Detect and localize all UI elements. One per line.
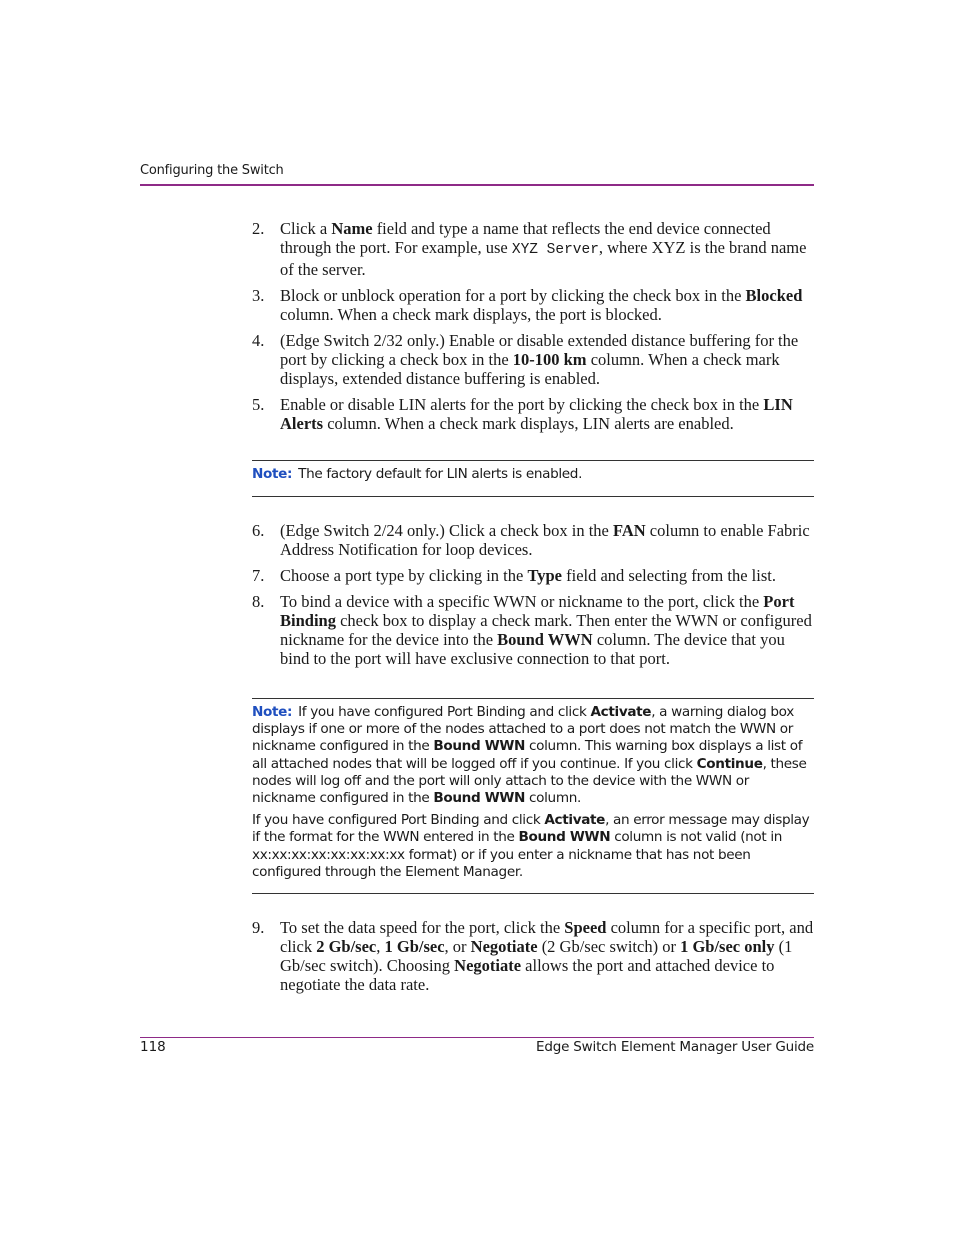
bold-term: Bound WWN	[433, 790, 526, 807]
note-label: Note:	[252, 704, 293, 720]
step-text	[280, 566, 814, 585]
bold-term: Activate	[544, 812, 606, 829]
text-run: Choose a port type by clicking in the	[280, 566, 528, 585]
step-item	[252, 918, 814, 994]
step-number: 7.	[252, 566, 265, 585]
step-text	[280, 521, 814, 559]
text-run: , these nodes will log off and the port will only attach to the device with the WWN or nickname configured in the	[252, 755, 807, 807]
bold-term: Negotiate	[470, 937, 538, 956]
step-list-c	[252, 918, 814, 1001]
running-header: Configuring the Switch	[140, 163, 284, 178]
text-run: (1 Gb/sec switch). Choosing	[280, 937, 793, 975]
step-text	[280, 331, 814, 388]
code-example: XYZ Server	[511, 242, 599, 258]
bold-term: 1 Gb/sec	[384, 937, 445, 956]
bold-term: Blocked	[745, 286, 803, 305]
bold-term: FAN	[612, 521, 646, 540]
text-run: column. When a check mark displays, LIN alerts are enabled.	[323, 414, 734, 433]
step-text	[280, 395, 814, 433]
text-run: column for a specific port, and click	[280, 918, 814, 956]
guide-title: Edge Switch Element Manager User Guide	[536, 1039, 814, 1055]
note-paragraph	[252, 812, 814, 881]
bold-term: 2 Gb/sec	[316, 937, 377, 956]
text-run: The factory default for LIN alerts is enabled.	[298, 466, 583, 482]
step-item	[252, 592, 814, 668]
text-run: , where XYZ is the brand name of the server.	[280, 238, 807, 279]
text-run: Enable or disable LIN alerts for the port by clicking the check box in the	[280, 395, 764, 414]
step-text	[280, 219, 814, 279]
bold-term: Port Binding	[280, 592, 795, 630]
text-run: , an error message may display if the format for the WWN entered in the	[252, 812, 810, 846]
step-number: 5.	[252, 395, 265, 414]
text-run: To set the data speed for the port, click the	[280, 918, 565, 937]
step-number: 4.	[252, 331, 265, 350]
text-run: column. The device that you bind to the port will have exclusive connection to that port.	[280, 630, 785, 668]
note-port-binding	[252, 698, 814, 894]
step-number: 2.	[252, 219, 265, 238]
text-run: If you have configured Port Binding and click	[252, 812, 545, 829]
text-run: column. This warning box displays a list of all attached nodes that will be logged off if you continue. If you click	[252, 738, 803, 772]
step-number: 3.	[252, 286, 265, 305]
step-item	[252, 521, 814, 559]
header-divider	[140, 184, 814, 186]
text-run: (Edge Switch 2/24 only.) Click a check box in the	[280, 521, 613, 540]
text-run: To bind a device with a specific WWN or nickname to the port, click the	[280, 592, 764, 611]
bold-term: 10-100 km	[512, 350, 587, 369]
step-item	[252, 566, 814, 585]
text-run: (2 Gb/sec switch) or	[537, 937, 681, 956]
bold-term: 1 Gb/sec only	[680, 937, 775, 956]
bold-term: Type	[527, 566, 562, 585]
text-run: (Edge Switch 2/32 only.) Enable or disable extended distance buffering for the port by clicking a check box in the	[280, 331, 799, 369]
bold-term: Bound WWN	[497, 630, 593, 649]
text-run: Click a	[280, 219, 332, 238]
bold-term: Speed	[564, 918, 607, 937]
text-run: column.	[525, 790, 581, 807]
step-item	[252, 331, 814, 388]
text-run: field and selecting from the list.	[561, 566, 776, 585]
bold-term: Name	[331, 219, 373, 238]
step-number: 8.	[252, 592, 265, 611]
step-number: 6.	[252, 521, 265, 540]
step-list-b	[252, 521, 814, 675]
step-item	[252, 286, 814, 324]
text-run: Block or unblock operation for a port by clicking the check box in the	[280, 286, 746, 305]
text-run: column is not valid (not in xx:xx:xx:xx:xx:xx:xx:xx format) or if you enter a nickname that has not been configured through the Element Manager.	[252, 829, 783, 880]
step-text	[280, 592, 814, 668]
step-text	[280, 918, 814, 994]
bold-term: Continue	[696, 755, 763, 772]
bold-term: Bound WWN	[433, 738, 526, 755]
note-paragraph	[252, 704, 814, 807]
text-run: , a warning dialog box displays if one or more of the nodes attached to a port does not match the WWN or nickname configured in the	[252, 704, 794, 755]
text-run: If you have configured Port Binding and click	[298, 704, 591, 720]
text-run: column. When a check mark displays, the port is blocked.	[280, 305, 662, 324]
text-run: allows the port and attached device to negotiate the data rate.	[280, 956, 775, 994]
text-run: check box to display a check mark. Then enter the WWN or configured nickname for the device into the	[280, 611, 812, 649]
bold-term: Activate	[590, 704, 652, 720]
text-run: column. When a check mark displays, extended distance buffering is enabled.	[280, 350, 780, 388]
page-number: 118	[140, 1039, 166, 1055]
step-text	[280, 286, 814, 324]
step-list-a	[252, 219, 814, 440]
note-paragraph	[252, 466, 814, 483]
note-label: Note:	[252, 466, 293, 482]
bold-term: Bound WWN	[518, 829, 611, 846]
step-number: 9.	[252, 918, 265, 937]
bold-term: LIN Alerts	[280, 395, 793, 433]
footer-divider	[140, 1037, 814, 1038]
text-run: ,	[376, 937, 385, 956]
text-run: field and type a name that reflects the end device connected through the port. For example, use	[280, 219, 771, 257]
note-lin-alerts	[252, 460, 814, 497]
step-item	[252, 219, 814, 279]
bold-term: Negotiate	[454, 956, 522, 975]
text-run: column to enable Fabric Address Notification for loop devices.	[280, 521, 810, 559]
text-run: , or	[444, 937, 471, 956]
step-item	[252, 395, 814, 433]
